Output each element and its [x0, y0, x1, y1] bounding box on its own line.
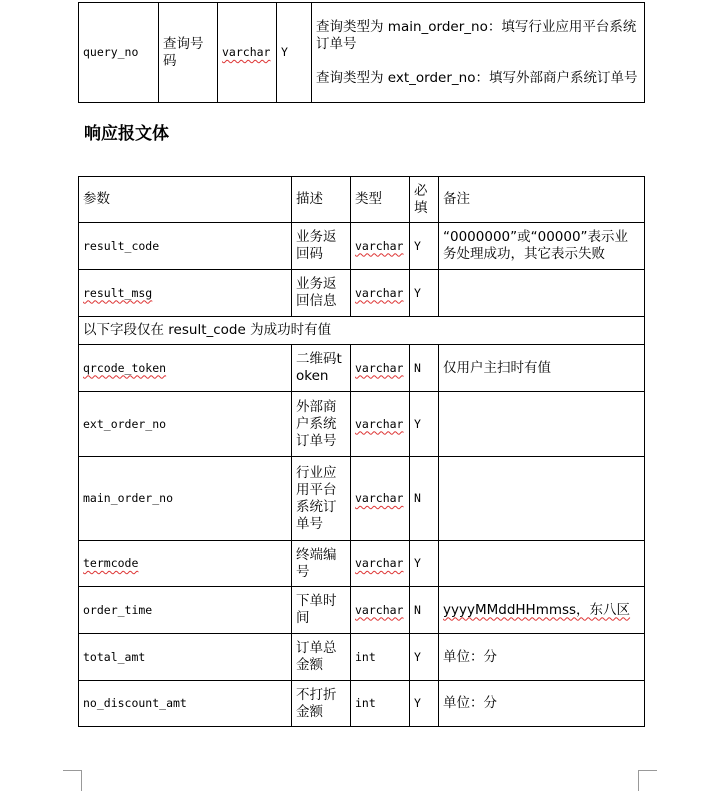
page-margin-mark-right	[638, 770, 657, 791]
header-note: 备注	[439, 177, 645, 223]
param-cell: qrcode_token	[83, 360, 167, 375]
type-cell: varchar	[355, 602, 404, 617]
note-line-2: 查询类型为 ext_order_no：填写外部商户系统订单号	[316, 69, 638, 86]
desc-cell: 业务返回信息	[292, 270, 351, 317]
request-table-tail	[78, 2, 645, 103]
required-cell: Y	[410, 681, 439, 727]
type-cell: int	[351, 634, 410, 681]
type-cell: varchar	[222, 45, 271, 59]
param-cell: result_code	[79, 223, 292, 270]
desc-cell: 终端编号	[292, 541, 351, 587]
table-row	[79, 270, 645, 317]
table-row	[79, 681, 645, 727]
desc-cell: 下单时间	[292, 587, 351, 634]
table-row	[79, 223, 645, 270]
table-row	[79, 345, 645, 392]
table-row	[79, 587, 645, 634]
header-required: 必填	[410, 177, 439, 223]
header-desc: 描述	[292, 177, 351, 223]
note-cell: “0000000”或“00000”表示业务处理成功，其它表示失败	[439, 223, 645, 270]
required-cell: N	[410, 457, 439, 541]
table-row	[79, 541, 645, 587]
type-cell: varchar	[355, 491, 404, 505]
param-cell: result_msg	[83, 285, 153, 300]
table-row	[79, 392, 645, 457]
required-cell: Y	[410, 634, 439, 681]
param-cell: order_time	[79, 587, 292, 634]
desc-cell: 查询号码	[159, 3, 218, 103]
param-cell: no_discount_amt	[79, 681, 292, 727]
note-cell: 单位：分	[439, 634, 645, 681]
span-note: 以下字段仅在 result_code 为成功时有值	[79, 317, 645, 345]
type-cell: varchar	[355, 285, 404, 300]
required-cell: Y	[277, 3, 312, 103]
response-table	[78, 176, 645, 727]
desc-cell: 订单总金额	[292, 634, 351, 681]
type-cell: varchar	[355, 416, 404, 431]
type-cell: int	[351, 681, 410, 727]
type-cell: varchar	[355, 556, 404, 570]
note-cell	[439, 541, 645, 587]
table-row	[79, 3, 645, 103]
desc-cell: 不打折金额	[292, 681, 351, 727]
note-cell: yyyyMMddHHmmss，东八区	[443, 601, 631, 618]
section-title: 响应报文体	[84, 124, 169, 144]
desc-cell: 二维码token	[292, 345, 351, 392]
required-cell: Y	[410, 270, 439, 317]
param-cell: main_order_no	[79, 457, 292, 541]
note-cell: 仅用户主扫时有值	[439, 345, 645, 392]
param-cell: ext_order_no	[79, 392, 292, 457]
type-cell: varchar	[355, 360, 404, 375]
header-row	[79, 177, 645, 223]
desc-cell: 业务返回码	[292, 223, 351, 270]
required-cell: Y	[410, 223, 439, 270]
header-param: 参数	[79, 177, 292, 223]
type-cell: varchar	[355, 238, 404, 253]
required-cell: N	[410, 345, 439, 392]
param-cell: total_amt	[79, 634, 292, 681]
table-row	[79, 634, 645, 681]
required-cell: N	[410, 587, 439, 634]
note-cell	[439, 457, 645, 541]
desc-cell: 外部商户系统订单号	[292, 392, 351, 457]
required-cell: Y	[410, 541, 439, 587]
note-line-1: 查询类型为 main_order_no：填写行业应用平台系统订单号	[316, 18, 637, 52]
note-cell: 单位：分	[439, 681, 645, 727]
header-type: 类型	[351, 177, 410, 223]
param-cell: termcode	[83, 556, 139, 570]
note-cell	[312, 3, 645, 103]
required-cell: Y	[410, 392, 439, 457]
page-margin-mark-left	[63, 770, 82, 791]
param-cell: query_no	[79, 3, 159, 103]
desc-cell: 行业应用平台系统订单号	[292, 457, 351, 541]
span-note-row	[79, 317, 645, 345]
table-row	[79, 457, 645, 541]
note-cell	[439, 270, 645, 317]
note-cell	[439, 392, 645, 457]
